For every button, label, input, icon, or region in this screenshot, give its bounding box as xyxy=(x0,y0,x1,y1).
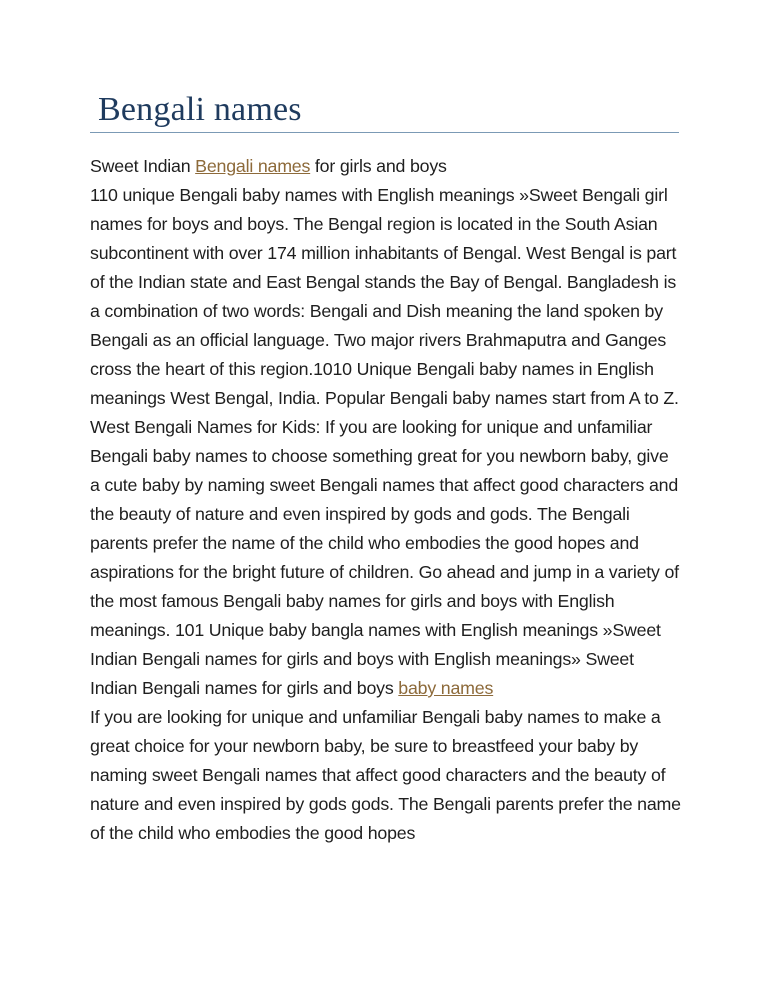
paragraph-choice: If you are looking for unique and unfamiliar Bengali baby names to make a great choice for your newborn baby, be sure to breastfeed your baby by naming sweet Bengali names that affect good characters and the beauty of nature and even inspired by gods gods. The Bengali parents prefer the name of the child who embodies the good hopes xyxy=(90,707,681,843)
paragraph-intro-text-before: Sweet Indian xyxy=(90,156,196,176)
paragraph-kids-names-text: West Bengali Names for Kids: If you are looking for unique and unfamiliar Bengali baby names to choose something great for you newborn baby, give a cute baby by naming sweet Bengali names that affect good characters and the beauty of nature and even inspired by gods and gods. The Bengali parents prefer the name of the child who embodies the good hopes and aspirations for the bright future of children. Go ahead and jump in a variety of the most famous Bengali baby names for girls and boys with English meanings. 101 Unique baby bangla names with English meanings »Sweet Indian Bengali names for girls and boys with English meanings» Sweet Indian Bengali names for girls and boys xyxy=(90,417,679,698)
baby-names-link[interactable]: baby names xyxy=(398,678,494,698)
title-underline-divider xyxy=(90,132,679,133)
page-title: Bengali names xyxy=(98,91,302,128)
paragraph-intro xyxy=(90,152,682,181)
document-page xyxy=(90,90,682,848)
paragraph-overview: 110 unique Bengali baby names with English meanings »Sweet Bengali girl names for boys and boys. The Bengal region is located in the South Asian subcontinent with over 174 million inhabitants of Bengal. West Bengal is part of the Indian state and East Bengal stands the Bay of Bengal. Bangladesh is a combination of two words: Bengali and Dish meaning the land spoken by Bengali as an official language. Two major rivers Brahmaputra and Ganges cross the heart of this region.1010 Unique Bengali baby names in English meanings West Bengal, India. Popular Bengali baby names start from A to Z. xyxy=(90,185,679,408)
paragraph-kids-names xyxy=(90,413,682,703)
bengali-names-link[interactable]: Bengali names xyxy=(195,156,311,176)
paragraph-intro-text-after: for girls and boys xyxy=(310,156,447,176)
